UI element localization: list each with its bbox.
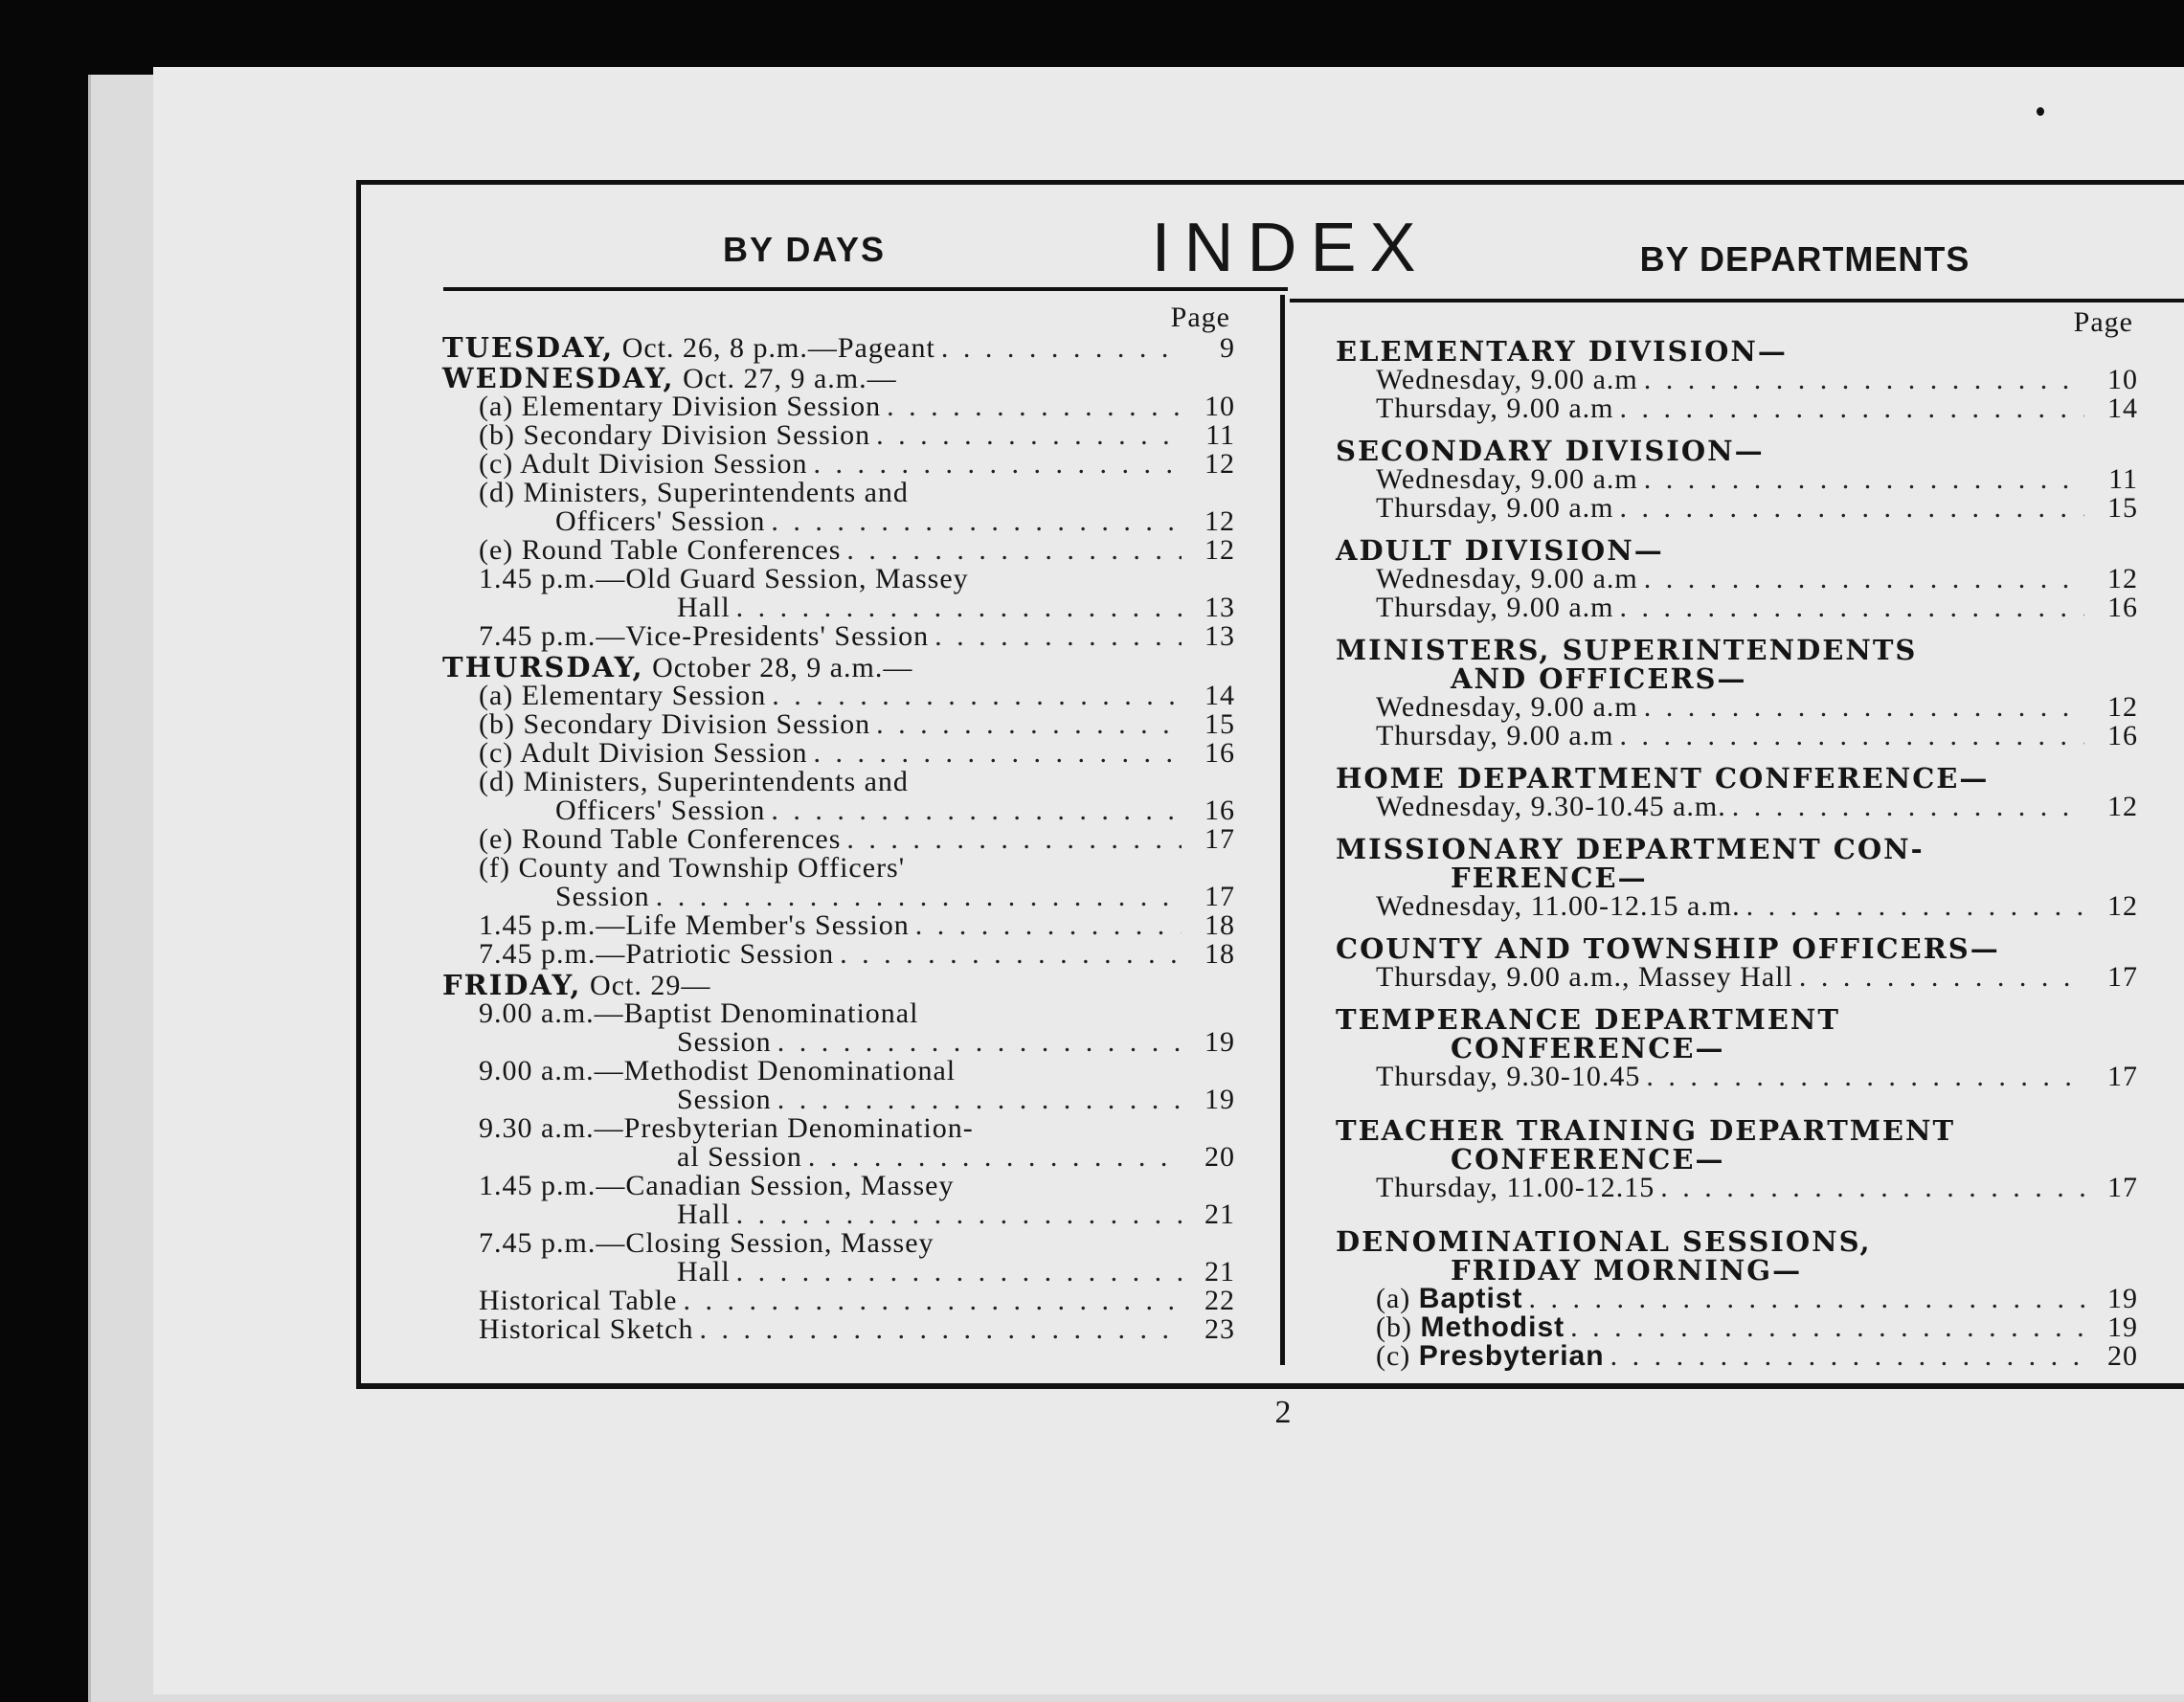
- day-heading: WEDNESDAY,: [442, 362, 675, 394]
- department-entry: [1336, 764, 2138, 793]
- entry-text: Historical Sketch: [479, 1313, 694, 1345]
- department-entry: [1336, 1342, 2138, 1371]
- page-ref: 22: [1205, 1285, 1235, 1316]
- leader-dots: [1528, 1285, 2084, 1313]
- department-entry: [1336, 664, 2138, 693]
- department-heading: MISSIONARY DEPARTMENT CON-: [1336, 833, 1925, 865]
- page-ref: 10: [1205, 391, 1235, 422]
- entry-text: [442, 333, 935, 363]
- by-days-heading: BY DAYS: [722, 230, 887, 269]
- by-departments-list: [1336, 308, 2138, 1371]
- index-entry: [442, 1114, 1235, 1143]
- denomination-name: Methodist: [1420, 1311, 1565, 1343]
- page-ref: 16: [2107, 592, 2138, 623]
- page-ref: 14: [1205, 680, 1235, 711]
- entry-text: Wednesday, 9.30-10.45 a.m.: [1376, 791, 1726, 822]
- department-heading: COUNTY AND TOWNSHIP OFFICERS—: [1336, 932, 2000, 965]
- entry-text: Wednesday, 11.00-12.15 a.m.: [1376, 890, 1741, 922]
- column-divider: [1280, 295, 1285, 1365]
- entry-text: [1376, 1342, 1605, 1371]
- entry-text: Wednesday, 9.00 a.m: [1376, 364, 1638, 395]
- leader-dots: [1620, 394, 2084, 423]
- entry-text: Thursday, 9.00 a.m: [1376, 392, 1614, 424]
- leader-dots: [772, 682, 1182, 710]
- entry-text: Thursday, 9.00 a.m: [1376, 492, 1614, 524]
- index-entry: [442, 593, 1235, 622]
- index-entry: [442, 739, 1235, 768]
- entry-text: 7.45 p.m.—Patriotic Session: [479, 938, 835, 970]
- index-entry: [442, 536, 1235, 565]
- page-ref: 17: [1205, 823, 1235, 855]
- page-ref: 11: [2108, 463, 2138, 495]
- leader-dots: [1644, 465, 2084, 494]
- leader-dots: [876, 421, 1182, 450]
- page-ref: 13: [1205, 592, 1235, 623]
- entry-text: (b) Secondary Division Session: [479, 419, 871, 451]
- page-ref: 19: [2107, 1311, 2138, 1343]
- department-entry: [1336, 793, 2138, 821]
- entry-text: [1376, 1285, 1522, 1313]
- entry-text: (b) Secondary Division Session: [479, 708, 871, 740]
- index-entry: [442, 1200, 1235, 1229]
- day-heading-detail: Oct. 27, 9 a.m.—: [674, 363, 897, 394]
- page-ref: 15: [2107, 492, 2138, 524]
- entry-text: Session: [677, 1026, 772, 1058]
- page-ref: 19: [2107, 1283, 2138, 1314]
- entry-text: (f) County and Township Officers': [479, 852, 906, 884]
- department-entry: [1336, 437, 2138, 465]
- leader-dots: [840, 940, 1182, 969]
- index-title: INDEX: [1151, 210, 1430, 286]
- entry-text: Session: [555, 881, 650, 912]
- index-entry: [442, 1143, 1235, 1172]
- page-ref: 10: [2107, 364, 2138, 395]
- entry-text: Session: [677, 1084, 772, 1115]
- index-entry: [442, 450, 1235, 479]
- index-entry: [442, 883, 1235, 911]
- index-entry: [442, 1287, 1235, 1315]
- department-entry: [1336, 892, 2138, 921]
- entry-text: Thursday, 9.00 a.m: [1376, 720, 1614, 751]
- index-entry: [442, 565, 1235, 593]
- department-heading: ELEMENTARY DIVISION—: [1336, 335, 1788, 368]
- entry-text: Historical Table: [479, 1285, 678, 1316]
- leader-dots: [1799, 963, 2084, 992]
- entry-text: [1376, 1313, 1565, 1342]
- index-entry: [442, 1086, 1235, 1114]
- index-entry: [442, 622, 1235, 651]
- leader-dots: [1610, 1342, 2084, 1371]
- page-ref: 19: [1205, 1026, 1235, 1058]
- leader-dots: [1646, 1063, 2084, 1091]
- department-entry: [1336, 863, 2138, 892]
- page-column-label-right: Page: [2073, 306, 2133, 338]
- page-ref: 12: [1205, 505, 1235, 537]
- entry-text: (e) Round Table Conferences: [479, 534, 842, 566]
- page-ref: 19: [1205, 1084, 1235, 1115]
- index-entry: [442, 682, 1235, 710]
- department-entry: [1336, 593, 2138, 622]
- department-heading: TEACHER TRAINING DEPARTMENT: [1336, 1114, 1956, 1147]
- index-entry: [442, 710, 1235, 739]
- index-entry: [442, 1258, 1235, 1287]
- leader-dots: [846, 825, 1182, 854]
- department-entry: [1336, 636, 2138, 664]
- sub-label: (c): [1376, 1340, 1419, 1372]
- department-entry: [1336, 394, 2138, 423]
- entry-text: 1.45 p.m.—Life Member's Session: [479, 909, 910, 941]
- entry-text: [442, 653, 912, 683]
- index-entry: [442, 854, 1235, 883]
- page-ref: 13: [1205, 620, 1235, 652]
- denomination-name: Baptist: [1418, 1283, 1523, 1314]
- leader-dots: [1660, 1174, 2084, 1202]
- index-entry: [442, 825, 1235, 854]
- page-ref: 12: [2107, 563, 2138, 594]
- leader-dots: [736, 1200, 1182, 1229]
- page-ref: 16: [2107, 720, 2138, 751]
- department-entry: [1336, 1145, 2138, 1174]
- entry-text: 7.45 p.m.—Vice-Presidents' Session: [479, 620, 930, 652]
- entry-text: (c) Adult Division Session: [479, 737, 808, 769]
- leader-dots: [656, 883, 1182, 911]
- index-entry: [442, 1028, 1235, 1057]
- entry-text: (d) Ministers, Superintendents and: [479, 477, 909, 508]
- page-ref: 17: [2107, 1061, 2138, 1092]
- page-ref: 17: [1205, 881, 1235, 912]
- entry-text: 1.45 p.m.—Canadian Session, Massey: [479, 1170, 955, 1201]
- entry-text: Officers' Session: [555, 505, 766, 537]
- leader-dots: [1644, 565, 2084, 593]
- page-ref: 12: [1205, 448, 1235, 480]
- department-heading: DENOMINATIONAL SESSIONS,: [1336, 1225, 1872, 1258]
- entry-text: Hall: [677, 592, 731, 623]
- leader-dots: [876, 710, 1182, 739]
- leader-dots: [771, 796, 1182, 825]
- index-entry: [442, 971, 1235, 999]
- index-entry: [442, 911, 1235, 940]
- entry-text: Thursday, 9.00 a.m., Massey Hall: [1376, 961, 1793, 993]
- page-ref: 12: [1205, 534, 1235, 566]
- page-ref: 17: [2107, 1172, 2138, 1203]
- by-departments-heading: BY DEPARTMENTS: [1639, 239, 1970, 279]
- index-entry: [442, 1172, 1235, 1200]
- leader-dots: [934, 622, 1182, 651]
- department-entry: [1336, 693, 2138, 722]
- index-entry: [442, 364, 1235, 392]
- department-heading: FRIDAY MORNING—: [1451, 1254, 1803, 1287]
- index-entry: [442, 1057, 1235, 1086]
- entry-text: Thursday, 11.00-12.15: [1376, 1172, 1655, 1203]
- department-entry: [1336, 835, 2138, 863]
- leader-dots: [814, 450, 1182, 479]
- leader-dots: [915, 911, 1182, 940]
- index-entry: [442, 940, 1235, 969]
- department-entry: [1336, 963, 2138, 992]
- leader-dots: [887, 392, 1182, 421]
- index-entry: [442, 421, 1235, 450]
- day-heading: THURSDAY,: [442, 651, 644, 683]
- entry-text: Thursday, 9.00 a.m: [1376, 592, 1614, 623]
- entry-text: 9.30 a.m.—Presbyterian Denomination-: [479, 1112, 974, 1144]
- page-ref: 20: [2107, 1340, 2138, 1372]
- department-entry: [1336, 1174, 2138, 1202]
- entry-text: (a) Elementary Division Session: [479, 391, 882, 422]
- page-ref: 18: [1205, 909, 1235, 941]
- page-ref: 12: [2107, 691, 2138, 723]
- department-heading: MINISTERS, SUPERINTENDENTS: [1336, 634, 1918, 666]
- entry-text: Hall: [677, 1198, 731, 1230]
- page-ref: 20: [1205, 1141, 1235, 1173]
- leader-dots: [808, 1143, 1182, 1172]
- department-heading: CONFERENCE—: [1451, 1143, 1725, 1176]
- entry-text: Hall: [677, 1256, 731, 1288]
- entry-text: (c) Adult Division Session: [479, 448, 808, 480]
- department-entry: [1336, 536, 2138, 565]
- department-heading: CONFERENCE—: [1451, 1032, 1725, 1064]
- page-ref: 9: [1220, 332, 1235, 364]
- leader-dots: [683, 1287, 1182, 1315]
- department-entry: [1336, 1313, 2138, 1342]
- page-ref: 16: [1205, 795, 1235, 826]
- leader-dots: [1732, 793, 2084, 821]
- department-entry: [1336, 1063, 2138, 1091]
- department-heading: AND OFFICERS—: [1451, 662, 1747, 695]
- department-heading: SECONDARY DIVISION—: [1336, 435, 1765, 467]
- index-entry: [442, 333, 1235, 362]
- page-column-label-left: Page: [1170, 302, 1230, 333]
- entry-text: Thursday, 9.30-10.45: [1376, 1061, 1641, 1092]
- entry-text: 1.45 p.m.—Old Guard Session, Massey: [479, 563, 969, 594]
- department-heading: FERENCE—: [1451, 862, 1648, 894]
- entry-text: Wednesday, 9.00 a.m: [1376, 691, 1638, 723]
- day-heading-detail: October 28, 9 a.m.—: [643, 652, 913, 683]
- day-heading: FRIDAY,: [442, 969, 582, 1001]
- page-number: 2: [1274, 1395, 1292, 1430]
- sub-label: (b): [1376, 1311, 1421, 1343]
- entry-text: (a) Elementary Session: [479, 680, 767, 711]
- index-entry: [442, 796, 1235, 825]
- denomination-name: Presbyterian: [1418, 1340, 1605, 1372]
- department-entry: [1336, 722, 2138, 750]
- department-heading: HOME DEPARTMENT CONFERENCE—: [1336, 762, 1990, 795]
- department-heading: ADULT DIVISION—: [1336, 534, 1664, 567]
- index-entry: [442, 999, 1235, 1028]
- department-entry: [1336, 1116, 2138, 1145]
- leader-dots: [1620, 494, 2084, 523]
- day-heading: TUESDAY,: [442, 331, 615, 364]
- leader-dots: [1746, 892, 2084, 921]
- page-ref: 15: [1205, 708, 1235, 740]
- leader-dots: [1620, 593, 2084, 622]
- department-entry: [1336, 366, 2138, 394]
- index-entry: [442, 507, 1235, 536]
- index-entry: [442, 653, 1235, 682]
- leader-dots: [1644, 366, 2084, 394]
- department-entry: [1336, 934, 2138, 963]
- department-entry: [1336, 1256, 2138, 1285]
- leader-dots: [1620, 722, 2084, 750]
- leader-dots: [846, 536, 1182, 565]
- department-entry: [1336, 1034, 2138, 1063]
- leader-dots: [736, 593, 1182, 622]
- leader-dots: [736, 1258, 1182, 1287]
- department-entry: [1336, 465, 2138, 494]
- page-ref: 23: [1205, 1313, 1235, 1345]
- index-entry: [442, 1229, 1235, 1258]
- by-days-list: [442, 302, 1235, 1344]
- ink-dot: [2037, 107, 2044, 116]
- department-entry: [1336, 1005, 2138, 1034]
- entry-text: [442, 364, 897, 393]
- department-entry: [1336, 565, 2138, 593]
- entry-text: Officers' Session: [555, 795, 766, 826]
- page-ref: 12: [2107, 791, 2138, 822]
- leader-dots: [1644, 693, 2084, 722]
- entry-text: Wednesday, 9.00 a.m: [1376, 563, 1638, 594]
- leader-dots: [699, 1315, 1182, 1344]
- index-entry: [442, 768, 1235, 796]
- leader-dots: [1570, 1313, 2084, 1342]
- page-ref: 17: [2107, 961, 2138, 993]
- department-heading: TEMPERANCE DEPARTMENT: [1336, 1003, 1840, 1036]
- entry-text: (e) Round Table Conferences: [479, 823, 842, 855]
- right-rule: [1290, 299, 2184, 302]
- department-entry: [1336, 337, 2138, 366]
- entry-text: [442, 971, 710, 1000]
- page-ref: 12: [2107, 890, 2138, 922]
- entry-text: Wednesday, 9.00 a.m: [1376, 463, 1638, 495]
- entry-text: 9.00 a.m.—Baptist Denominational: [479, 997, 919, 1029]
- left-rule: [443, 287, 1288, 291]
- index-entry: [442, 392, 1235, 421]
- leader-dots: [941, 334, 1182, 363]
- index-entry: [442, 479, 1235, 507]
- entry-text: (d) Ministers, Superintendents and: [479, 766, 909, 797]
- leader-dots: [771, 507, 1182, 536]
- department-entry: [1336, 1285, 2138, 1313]
- page-ref: 21: [1205, 1198, 1235, 1230]
- sub-label: (a): [1376, 1283, 1419, 1314]
- leader-dots: [814, 739, 1182, 768]
- day-heading-detail: Oct. 26, 8 p.m.—Pageant: [614, 332, 935, 364]
- leader-dots: [777, 1028, 1182, 1057]
- page-ref: 16: [1205, 737, 1235, 769]
- page-ref: 11: [1205, 419, 1235, 451]
- entry-text: 9.00 a.m.—Methodist Denominational: [479, 1055, 957, 1086]
- page-ref: 21: [1205, 1256, 1235, 1288]
- index-entry: [442, 1315, 1235, 1344]
- page-ref: 18: [1205, 938, 1235, 970]
- day-heading-detail: Oct. 29—: [581, 970, 711, 1001]
- entry-text: al Session: [677, 1141, 802, 1173]
- department-entry: [1336, 1227, 2138, 1256]
- entry-text: 7.45 p.m.—Closing Session, Massey: [479, 1227, 934, 1259]
- page-ref: 14: [2107, 392, 2138, 424]
- department-entry: [1336, 494, 2138, 523]
- leader-dots: [777, 1086, 1182, 1114]
